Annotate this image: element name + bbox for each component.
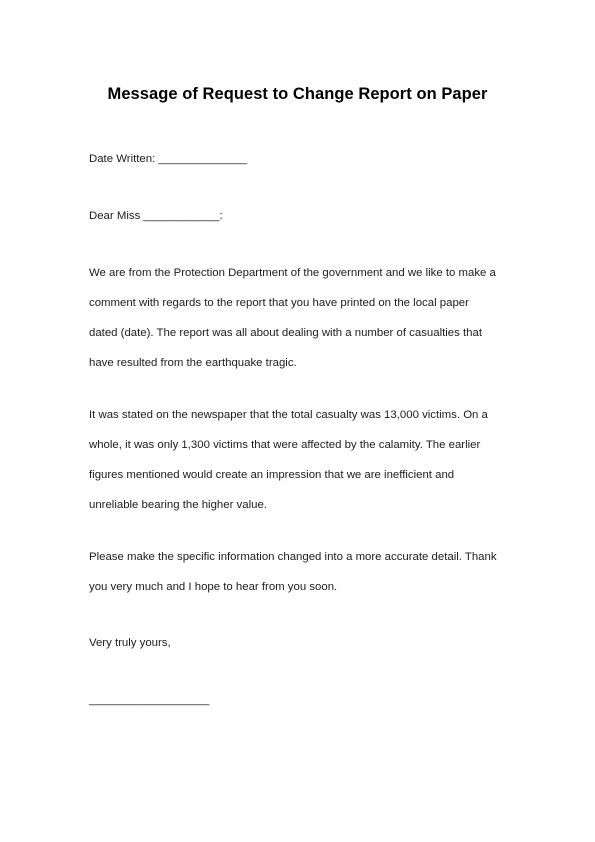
date-written-line: Date Written: ______________ — [89, 153, 248, 165]
paragraph-1-line: We are from the Protection Department of the government and we like to make a — [89, 267, 496, 279]
paragraph-3 — [89, 542, 519, 602]
paragraph-2-line: unreliable bearing the higher value. — [89, 499, 267, 511]
closing: Very truly yours, — [89, 637, 171, 649]
paragraph-3-line: Please make the specific information changed into a more accurate detail. Thank — [89, 551, 497, 563]
letter-title: Message of Request to Change Report on Paper — [107, 85, 488, 103]
signature-line: ___________________ — [89, 694, 210, 706]
paragraph-1-line: comment with regards to the report that you have printed on the local paper — [89, 297, 469, 309]
salutation: Dear Miss ____________: — [89, 210, 223, 222]
paragraph-2-line: whole, it was only 1,300 victims that were affected by the calamity. The earlier — [89, 439, 481, 451]
paragraph-1-line: dated (date). The report was all about dealing with a number of casualties that — [89, 327, 482, 339]
paragraph-3-line: you very much and I hope to hear from you soon. — [89, 581, 338, 593]
paragraph-2 — [89, 400, 519, 520]
paragraph-2-line: It was stated on the newspaper that the total casualty was 13,000 victims. On a — [89, 409, 488, 421]
paragraph-2-line: figures mentioned would create an impression that we are inefficient and — [89, 469, 455, 481]
paragraph-1 — [89, 258, 519, 378]
paragraph-1-line: have resulted from the earthquake tragic. — [89, 357, 297, 369]
